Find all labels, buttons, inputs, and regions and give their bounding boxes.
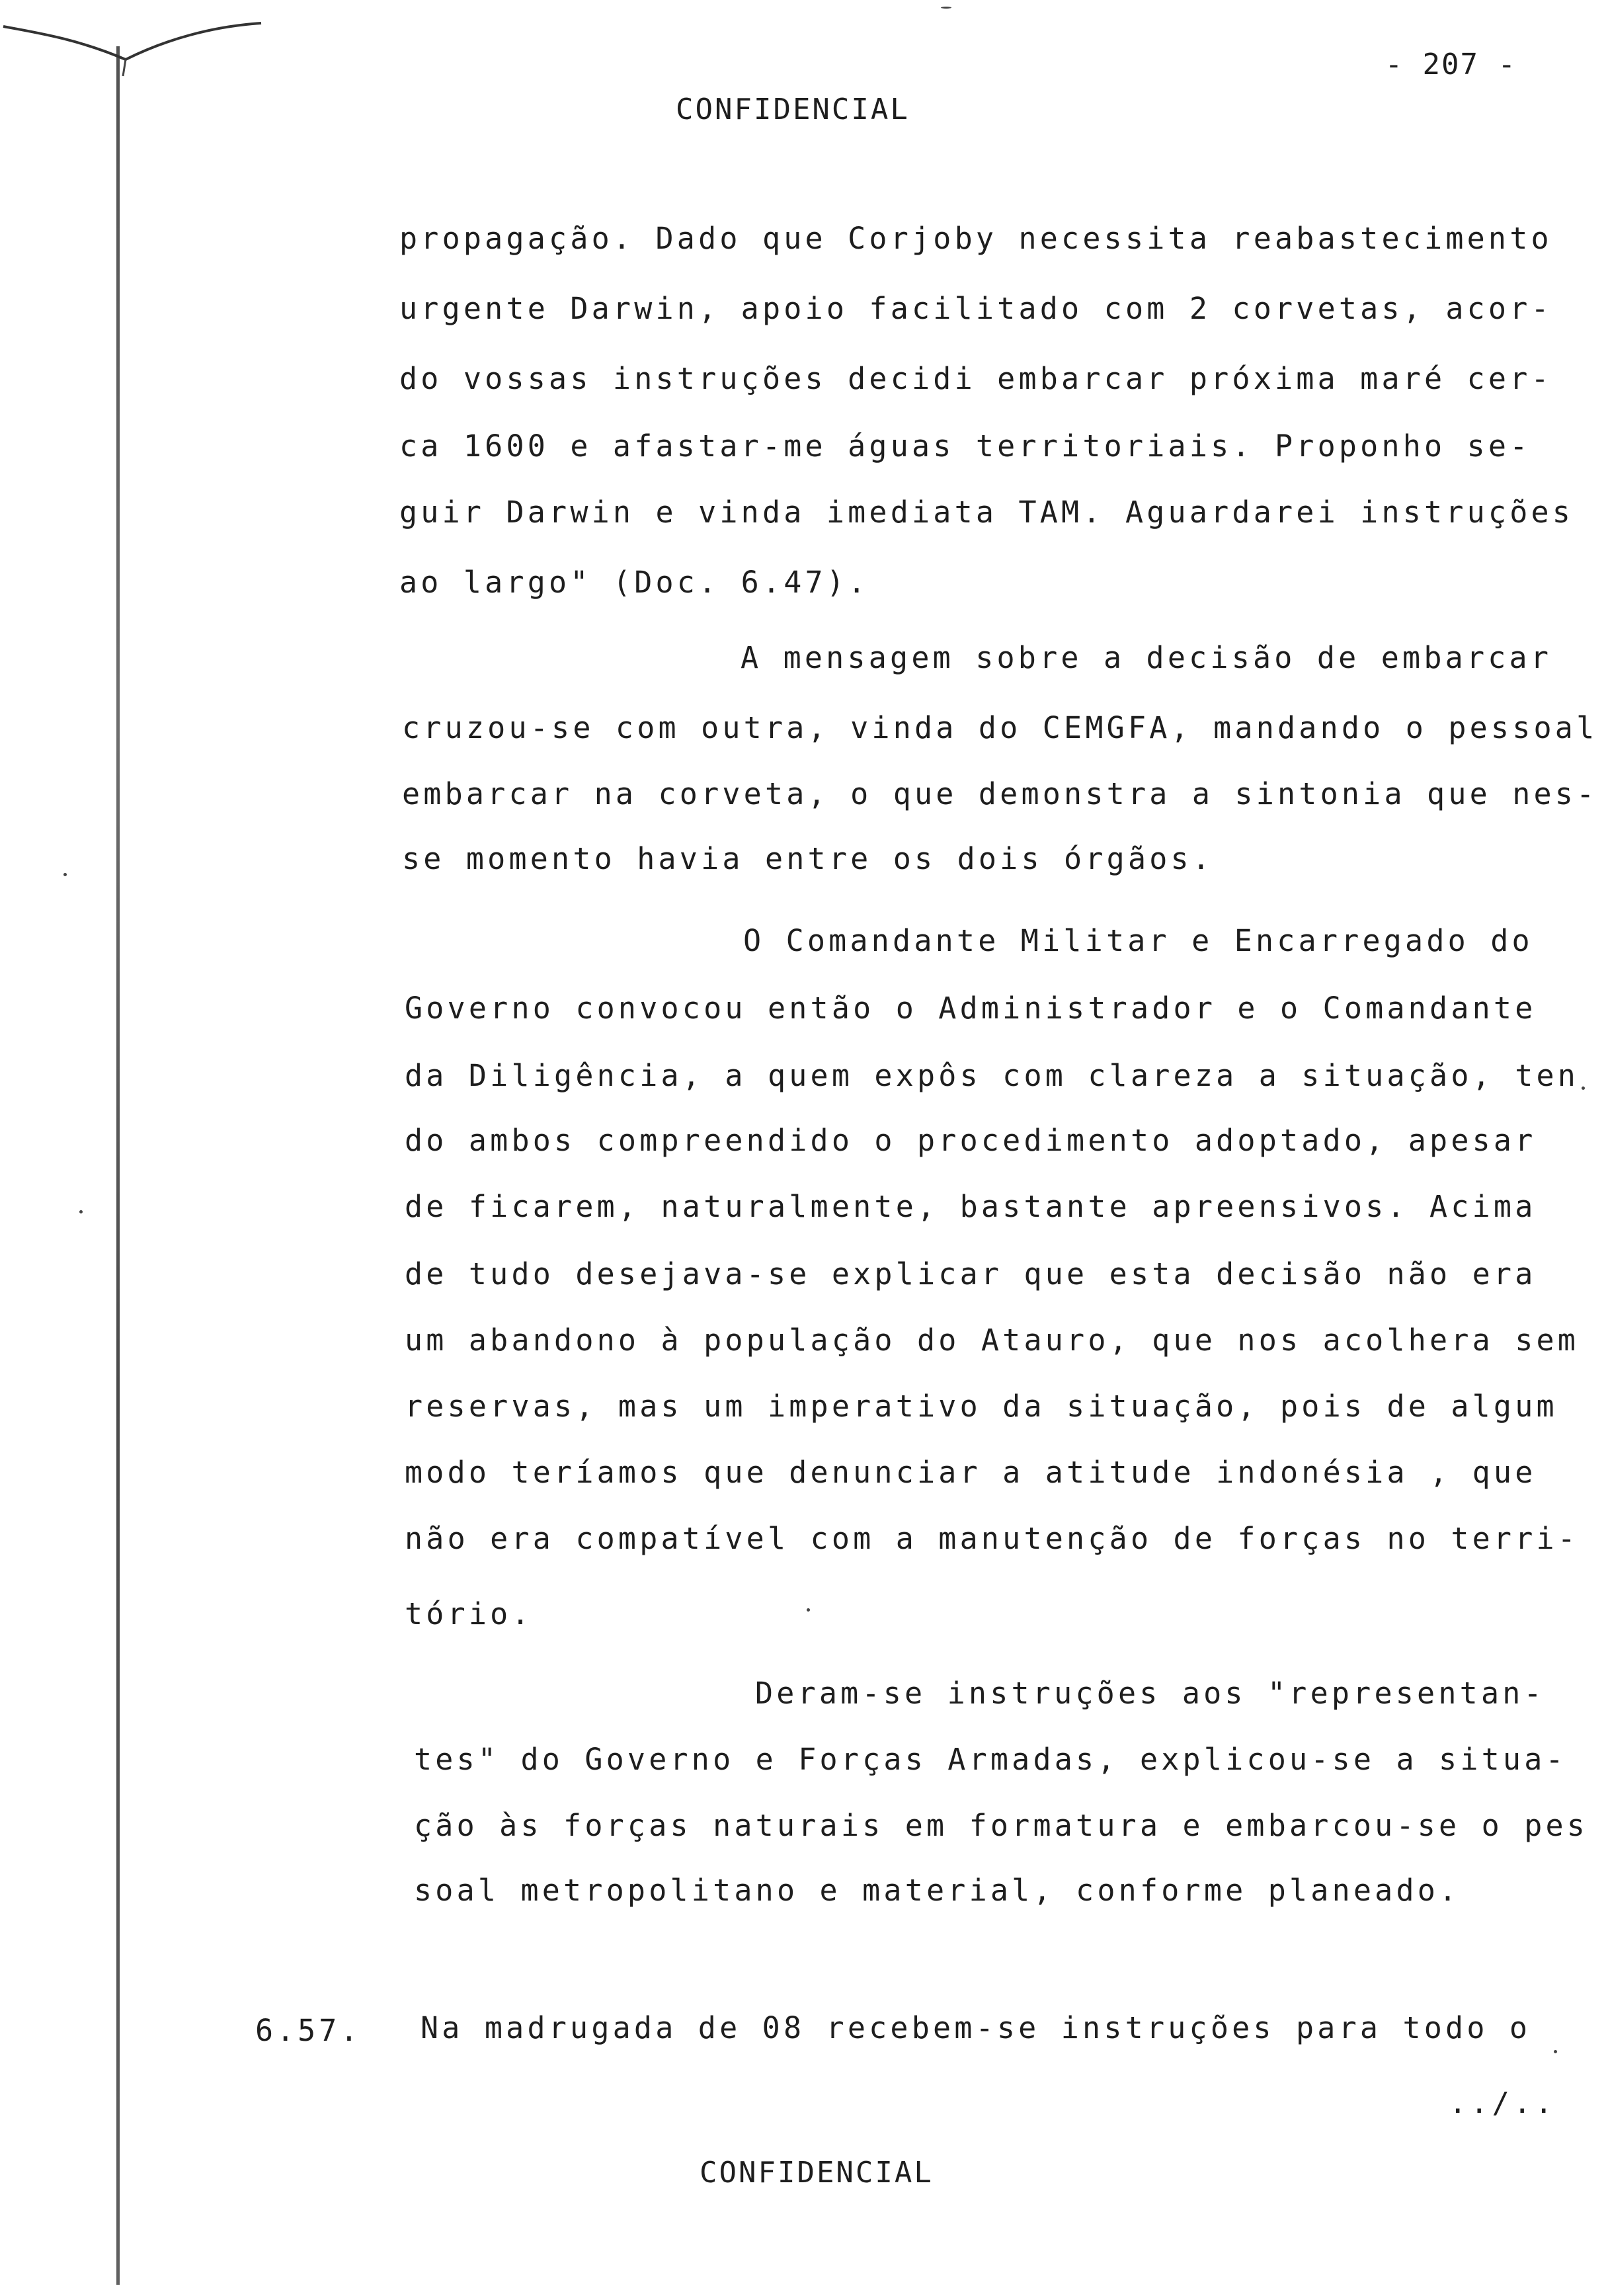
body-line: do ambos compreendido o procedimento adoptado, apesar (405, 1123, 1537, 1158)
body-line: propagação. Dado que Corjoby necessita reabastecimento (399, 221, 1552, 256)
body-line: de ficarem, naturalmente, bastante apreensivos. Acima (405, 1189, 1537, 1224)
header-classification: CONFIDENCIAL (676, 93, 910, 126)
body-line: não era compatível com a manutenção de forças no terri- (405, 1521, 1580, 1556)
continuation-mark: ../.. (1449, 2086, 1556, 2120)
scan-speck (1554, 2050, 1557, 2053)
body-line: se momento havia entre os dois órgãos. (402, 841, 1214, 876)
scan-speck (1582, 1086, 1585, 1090)
body-line: do vossas instruções decidi embarcar próxima maré cer- (399, 361, 1552, 396)
scan-speck (63, 873, 67, 876)
body-line: modo teríamos que denunciar a atitude indonésia , que (405, 1455, 1537, 1490)
body-line: cruzou-se com outra, vinda do CEMGFA, mandando o pessoal (402, 710, 1598, 745)
body-line: tório. (405, 1596, 533, 1631)
body-line: O Comandante Militar e Encarregado do (743, 923, 1533, 958)
corner-scribble (0, 0, 278, 79)
body-line: soal metropolitano e material, conforme planeado. (414, 1873, 1461, 1908)
scan-speck (79, 1210, 83, 1213)
body-line: reservas, mas um imperativo da situação, pois de algum (405, 1389, 1558, 1424)
binding-margin-line (116, 46, 120, 2285)
body-line: da Diligência, a quem expôs com clareza a situação, ten (405, 1058, 1580, 1093)
page-number: - 207 - (1385, 48, 1517, 81)
body-line: ção às forças naturais em formatura e embarcou-se o pes (414, 1808, 1589, 1843)
body-line: de tudo desejava-se explicar que esta decisão não era (405, 1256, 1537, 1292)
body-line: Na madrugada de 08 recebem-se instruções para todo o (421, 2010, 1531, 2045)
scan-speck (807, 1608, 810, 1612)
body-line: embarcar na corveta, o que demonstra a sintonia que nes- (402, 776, 1598, 811)
body-line: tes" do Governo e Forças Armadas, explicou-se a situa- (414, 1742, 1567, 1777)
footer-classification: CONFIDENCIAL (700, 2156, 934, 2190)
body-line: ca 1600 e afastar-me águas territoriais. Proponho se- (399, 429, 1531, 464)
body-line: um abandono à população do Atauro, que nos acolhera sem (405, 1323, 1580, 1358)
body-line: Governo convocou então o Administrador e o Comandante (405, 991, 1537, 1026)
scan-speck (941, 7, 951, 9)
body-line: ao largo" (Doc. 6.47). (399, 565, 869, 600)
paragraph-number: 6.57. (255, 2013, 362, 2048)
body-line: Deram-se instruções aos "representan- (755, 1676, 1545, 1711)
body-line: guir Darwin e vinda imediata TAM. Aguardarei instruções (399, 495, 1574, 530)
body-line: urgente Darwin, apoio facilitado com 2 corvetas, acor- (399, 291, 1552, 326)
body-line: A mensagem sobre a decisão de embarcar (741, 640, 1552, 675)
